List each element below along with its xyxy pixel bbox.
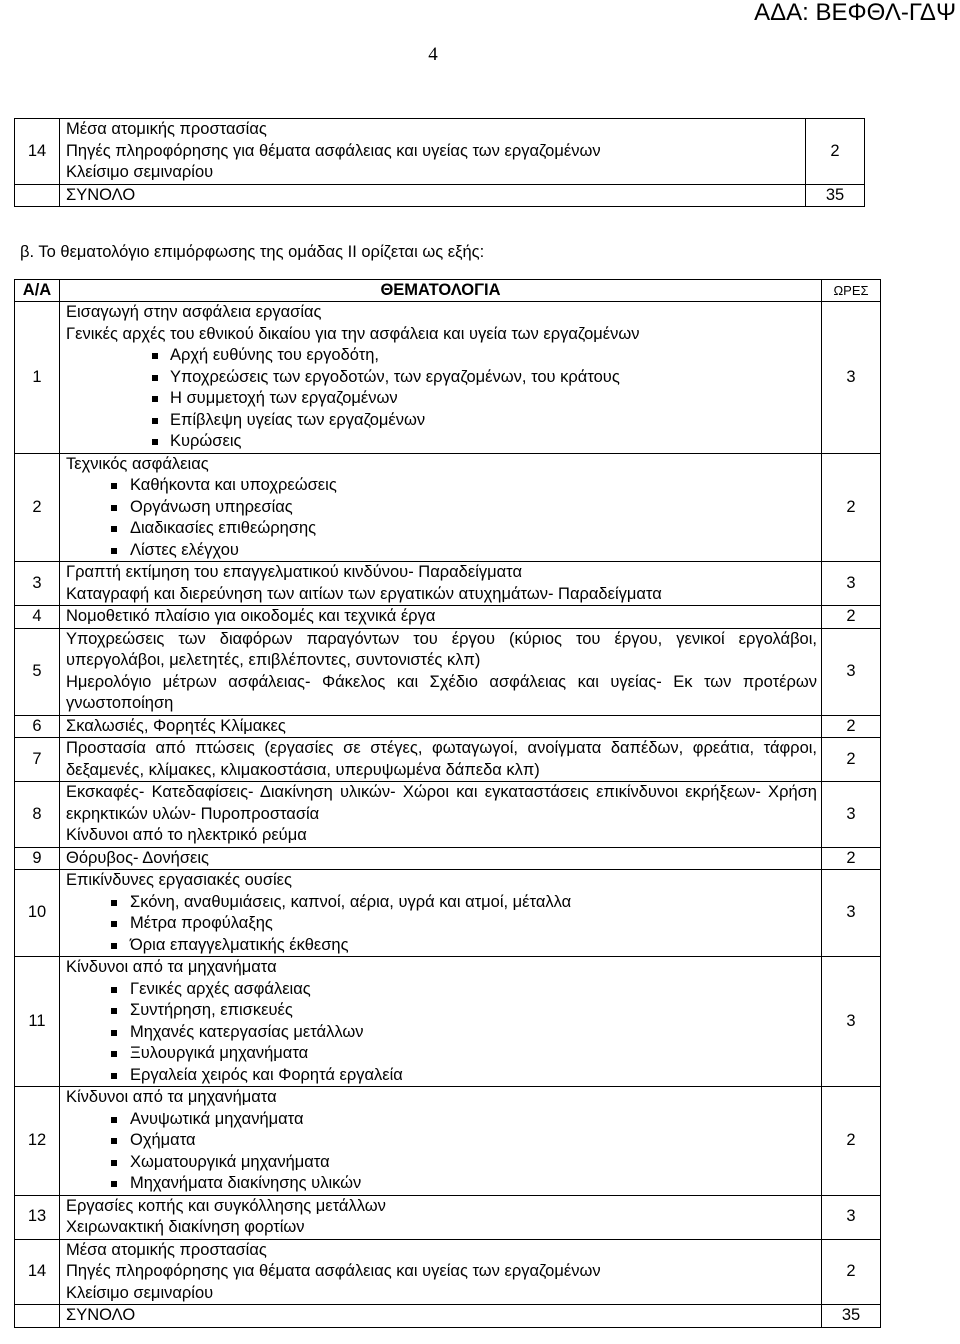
topic-line: Πηγές πληροφόρησης για θέματα ασφάλειας και υγείας των εργαζομένων <box>66 141 601 160</box>
table-row <box>15 847 881 870</box>
topic-line: Γενικές αρχές του εθνικού δικαίου για την ασφάλεια και υγεία των εργαζομένων <box>66 324 640 343</box>
row-hours: 2 <box>822 1239 881 1305</box>
topic-line: Νομοθετικό πλαίσιο για οικοδομές και τεχνικά έργα <box>66 607 436 625</box>
row-topic <box>60 606 822 629</box>
row-hours: 3 <box>822 957 881 1087</box>
row-number: 6 <box>15 715 60 738</box>
table-row <box>15 119 865 185</box>
topic-line: Ημερολόγιο μέτρων ασφάλειας- Φάκελος και Σχέδιο ασφάλειας και υγείας- Εκ των προτέρων γνωστοποίηση <box>66 672 817 712</box>
bullet-item: Εργαλεία χειρός και Φορητά εργαλεία <box>66 1065 817 1087</box>
row-topic <box>60 302 822 454</box>
bullet-item: Επίβλεψη υγείας των εργαζομένων <box>66 410 817 432</box>
topic-line: Κίνδυνοι από τα μηχανήματα <box>66 958 277 976</box>
topic-line: Χειρωνακτική διακίνηση φορτίων <box>66 1218 305 1236</box>
bullet-item: Αρχή ευθύνης του εργοδότη, <box>66 345 817 367</box>
table-row <box>15 1195 881 1239</box>
bullet-item: Μηχανήματα διακίνησης υλικών <box>66 1173 817 1195</box>
row-topic <box>60 184 806 207</box>
row-hours: 3 <box>822 562 881 606</box>
row-number: 12 <box>15 1087 60 1196</box>
topic-line: Γραπτή εκτίμηση του επαγγελματικού κινδύνου- Παραδείγματα <box>66 563 522 581</box>
row-topic <box>60 1195 822 1239</box>
row-topic <box>60 738 822 782</box>
row-hours: 35 <box>806 184 865 207</box>
row-hours: 2 <box>822 847 881 870</box>
row-number: 9 <box>15 847 60 870</box>
bullet-item: Συντήρηση, επισκευές <box>66 1000 817 1022</box>
table-row <box>15 870 881 957</box>
bullet-item: Διαδικασίες επιθεώρησης <box>66 518 817 540</box>
topic-line: Εισαγωγή στην ασφάλεια εργασίας <box>66 303 322 321</box>
header-num: Α/Α <box>15 280 60 302</box>
table-row <box>15 453 881 562</box>
topic-line: Κλείσιμο σεμιναρίου <box>66 163 214 181</box>
table-row <box>15 1305 881 1328</box>
table-header-row <box>15 280 881 302</box>
table-row <box>15 184 865 207</box>
topic-line: Κλείσιμο σεμιναρίου <box>66 1283 214 1302</box>
row-hours: 2 <box>822 453 881 562</box>
row-hours: 2 <box>822 1087 881 1196</box>
topic-line: Μέσα ατομικής προστασίας <box>66 120 267 138</box>
topic-line: Εργασίες κοπής και συγκόλλησης μετάλλων <box>66 1196 386 1215</box>
bullet-item: Υποχρεώσεις των εργοδοτών, των εργαζομένων, του κράτους <box>66 367 817 389</box>
bullet-item: Μέτρα προφύλαξης <box>66 913 817 935</box>
topic-line: Καταγραφή και διερεύνηση των αιτίων των εργατικών ατυχημάτων- Παραδείγματα <box>66 584 662 603</box>
topic-line: Τεχνικός ασφάλειας <box>66 454 209 473</box>
row-topic <box>60 782 822 848</box>
bullet-item: Όρια επαγγελματικής έκθεσης <box>66 935 817 957</box>
row-number <box>15 1305 60 1328</box>
topic-line: Πηγές πληροφόρησης για θέματα ασφάλειας και υγείας των εργαζομένων <box>66 1262 601 1280</box>
row-number: 3 <box>15 562 60 606</box>
row-number: 4 <box>15 606 60 629</box>
table-row <box>15 562 881 606</box>
table-row <box>15 628 881 715</box>
row-hours: 35 <box>822 1305 881 1328</box>
topic-line: ΣΥΝΟΛΟ <box>66 185 136 204</box>
row-number: 8 <box>15 782 60 848</box>
row-topic <box>60 562 822 606</box>
row-number: 7 <box>15 738 60 782</box>
topic-line: Υποχρεώσεις των διαφόρων παραγόντων του έργου (κύριος του έργου, γενικοί εργολάβοι, υπεργολάβοι, μελετητές, επιβλέποντες, συντονιστές κλπ) <box>66 629 817 669</box>
row-topic <box>60 1305 822 1328</box>
table-row <box>15 782 881 848</box>
topic-line: Εκσκαφές- Κατεδαφίσεις- Διακίνηση υλικών- Χώροι και εγκαταστάσεις επικίνδυνοι εκρήξεων- Χρήση εκρηκτικών υλών- Πυροπροστασία <box>66 783 817 823</box>
row-hours: 2 <box>822 715 881 738</box>
row-number: 2 <box>15 453 60 562</box>
topic-line: ΣΥΝΟΛΟ <box>66 1306 136 1324</box>
row-hours: 2 <box>806 119 865 185</box>
row-hours: 2 <box>822 606 881 629</box>
row-topic <box>60 957 822 1087</box>
page-number: 4 <box>428 44 438 65</box>
topics-table <box>14 279 881 1328</box>
bullet-item: Χωματουργικά μηχανήματα <box>66 1152 817 1174</box>
topic-line: Κίνδυνοι από τα μηχανήματα <box>66 1088 277 1106</box>
intro-text: β. Το θεματολόγιο επιμόρφωσης της ομάδας ΙΙ ορίζεται ως εξής: <box>20 243 485 261</box>
bullet-item: Λίστες ελέγχου <box>66 540 817 562</box>
bullet-item: Κυρώσεις <box>66 431 817 453</box>
row-hours: 2 <box>822 738 881 782</box>
row-topic <box>60 119 806 185</box>
header-hours: ΩΡΕΣ <box>822 280 881 302</box>
topic-line: Επικίνδυνες εργασιακές ουσίες <box>66 871 292 889</box>
row-topic <box>60 628 822 715</box>
row-topic <box>60 870 822 957</box>
row-hours: 3 <box>822 782 881 848</box>
row-number: 14 <box>15 119 60 185</box>
row-number: 5 <box>15 628 60 715</box>
bullet-item: Οχήματα <box>66 1130 817 1152</box>
bullet-item: Σκόνη, αναθυμιάσεις, καπνοί, αέρια, υγρά και ατμοί, μέταλλα <box>66 892 817 914</box>
row-topic <box>60 1087 822 1196</box>
row-topic <box>60 453 822 562</box>
row-topic <box>60 715 822 738</box>
row-number: 11 <box>15 957 60 1087</box>
table-row <box>15 1239 881 1305</box>
topic-line: Κίνδυνοι από το ηλεκτρικό ρεύμα <box>66 826 307 844</box>
row-number: 13 <box>15 1195 60 1239</box>
table-row <box>15 302 881 454</box>
topic-line: Προστασία από πτώσεις (εργασίες σε στέγες, φωταγωγοί, ανοίγματα δαπέδων, φρεάτια, τάφροι, δεξαμενές, κλίμακες, κλιμακοστάσια, υπερυψωμένα δάπεδα κλπ) <box>66 739 817 779</box>
topic-line: Σκαλωσιές, Φορητές Κλίμακες <box>66 716 286 735</box>
bullet-item: Οργάνωση υπηρεσίας <box>66 497 817 519</box>
row-hours: 3 <box>822 302 881 454</box>
table-row <box>15 738 881 782</box>
bullet-item: Μηχανές κατεργασίας μετάλλων <box>66 1022 817 1044</box>
bullet-item: Καθήκοντα και υποχρεώσεις <box>66 475 817 497</box>
table-row <box>15 957 881 1087</box>
row-number: 1 <box>15 302 60 454</box>
row-number <box>15 184 60 207</box>
row-topic <box>60 847 822 870</box>
table-row <box>15 715 881 738</box>
table-row <box>15 1087 881 1196</box>
row-hours: 3 <box>822 628 881 715</box>
row-hours: 3 <box>822 1195 881 1239</box>
header-topic: ΘΕΜΑΤΟΛΟΓΙΑ <box>60 280 822 302</box>
row-hours: 3 <box>822 870 881 957</box>
row-number: 14 <box>15 1239 60 1305</box>
topic-line: Μέσα ατομικής προστασίας <box>66 1240 267 1259</box>
bullet-item: Γενικές αρχές ασφάλειας <box>66 979 817 1001</box>
bullet-item: Η συμμετοχή των εργαζομένων <box>66 388 817 410</box>
topic-line: Θόρυβος- Δονήσεις <box>66 848 209 867</box>
table-row <box>15 606 881 629</box>
row-number: 10 <box>15 870 60 957</box>
row-topic <box>60 1239 822 1305</box>
ada-code: ΑΔΑ: ΒΕΦΘΛ-ΓΔΨ <box>754 0 956 26</box>
bullet-item: Ξυλουργικά μηχανήματα <box>66 1043 817 1065</box>
bullet-item: Ανυψωτικά μηχανήματα <box>66 1109 817 1131</box>
top-schedule-table <box>14 118 865 207</box>
